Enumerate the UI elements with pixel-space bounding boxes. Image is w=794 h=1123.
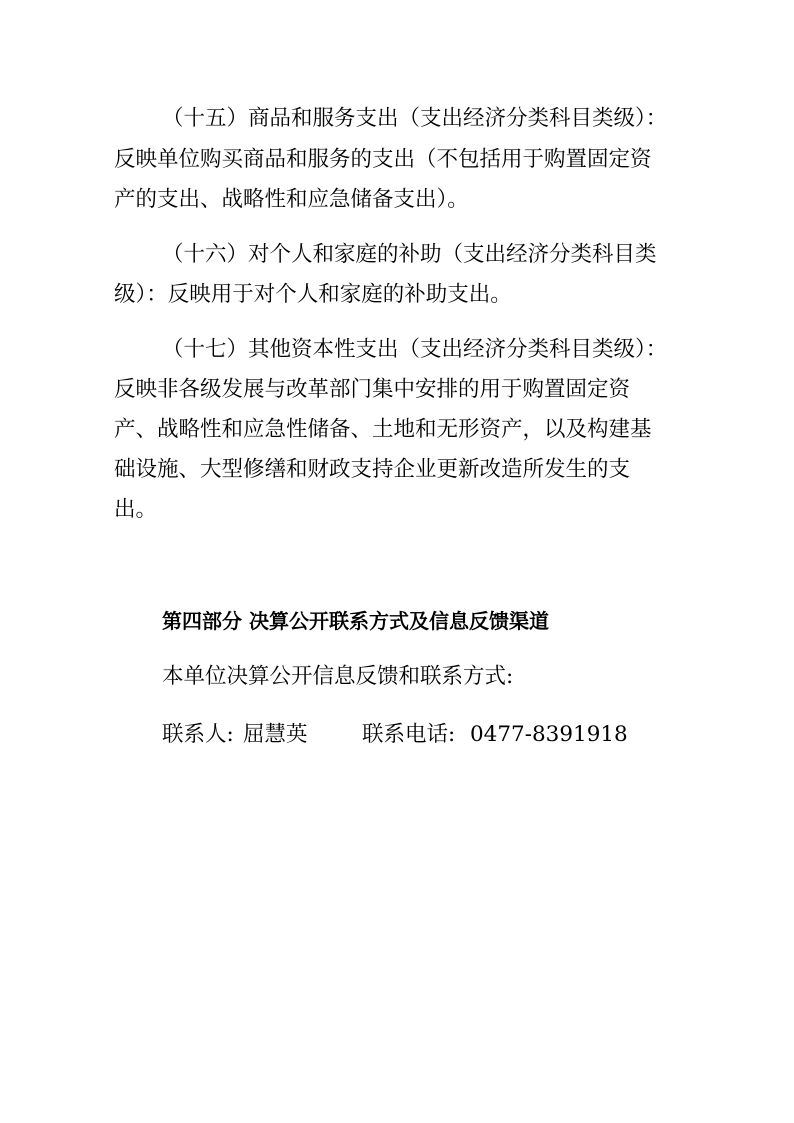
paragraph-line: （十七）其他资本性支出（支出经济分类科目类级）：: [162, 337, 668, 362]
paragraph-line: 级）：反映用于对个人和家庭的补助支出。: [114, 282, 512, 307]
paragraph-line: 产、战略性和应急性储备、土地和无形资产，以及构建基: [114, 417, 652, 442]
part4-intro: 本单位决算公开信息反馈和联系方式:: [162, 664, 514, 689]
paragraph-line: 反映单位购买商品和服务的支出（不包括用于购置固定资: [114, 147, 652, 172]
part4-heading: 第四部分 决算公开联系方式及信息反馈渠道: [162, 609, 549, 633]
contact-phone-number: 0477-8391918: [470, 722, 628, 747]
paragraph-line: （十六）对个人和家庭的补助（支出经济分类科目类: [162, 242, 657, 267]
contact-person-label: 联系人:: [162, 722, 234, 747]
paragraph-line: 础设施、大型修缮和财政支持企业更新改造所发生的支: [114, 457, 631, 482]
contact-phone-label: 联系电话:: [362, 722, 456, 747]
paragraph-line: 产的支出、战略性和应急储备支出）。: [114, 187, 469, 212]
paragraph-line: 反映非各级发展与改革部门集中安排的用于购置固定资: [114, 377, 631, 402]
paragraph-line: （十五）商品和服务支出（支出经济分类科目类级）：: [162, 106, 668, 131]
paragraph-line: 出。: [114, 497, 158, 522]
contact-person-name: 屈慧英: [243, 722, 308, 747]
